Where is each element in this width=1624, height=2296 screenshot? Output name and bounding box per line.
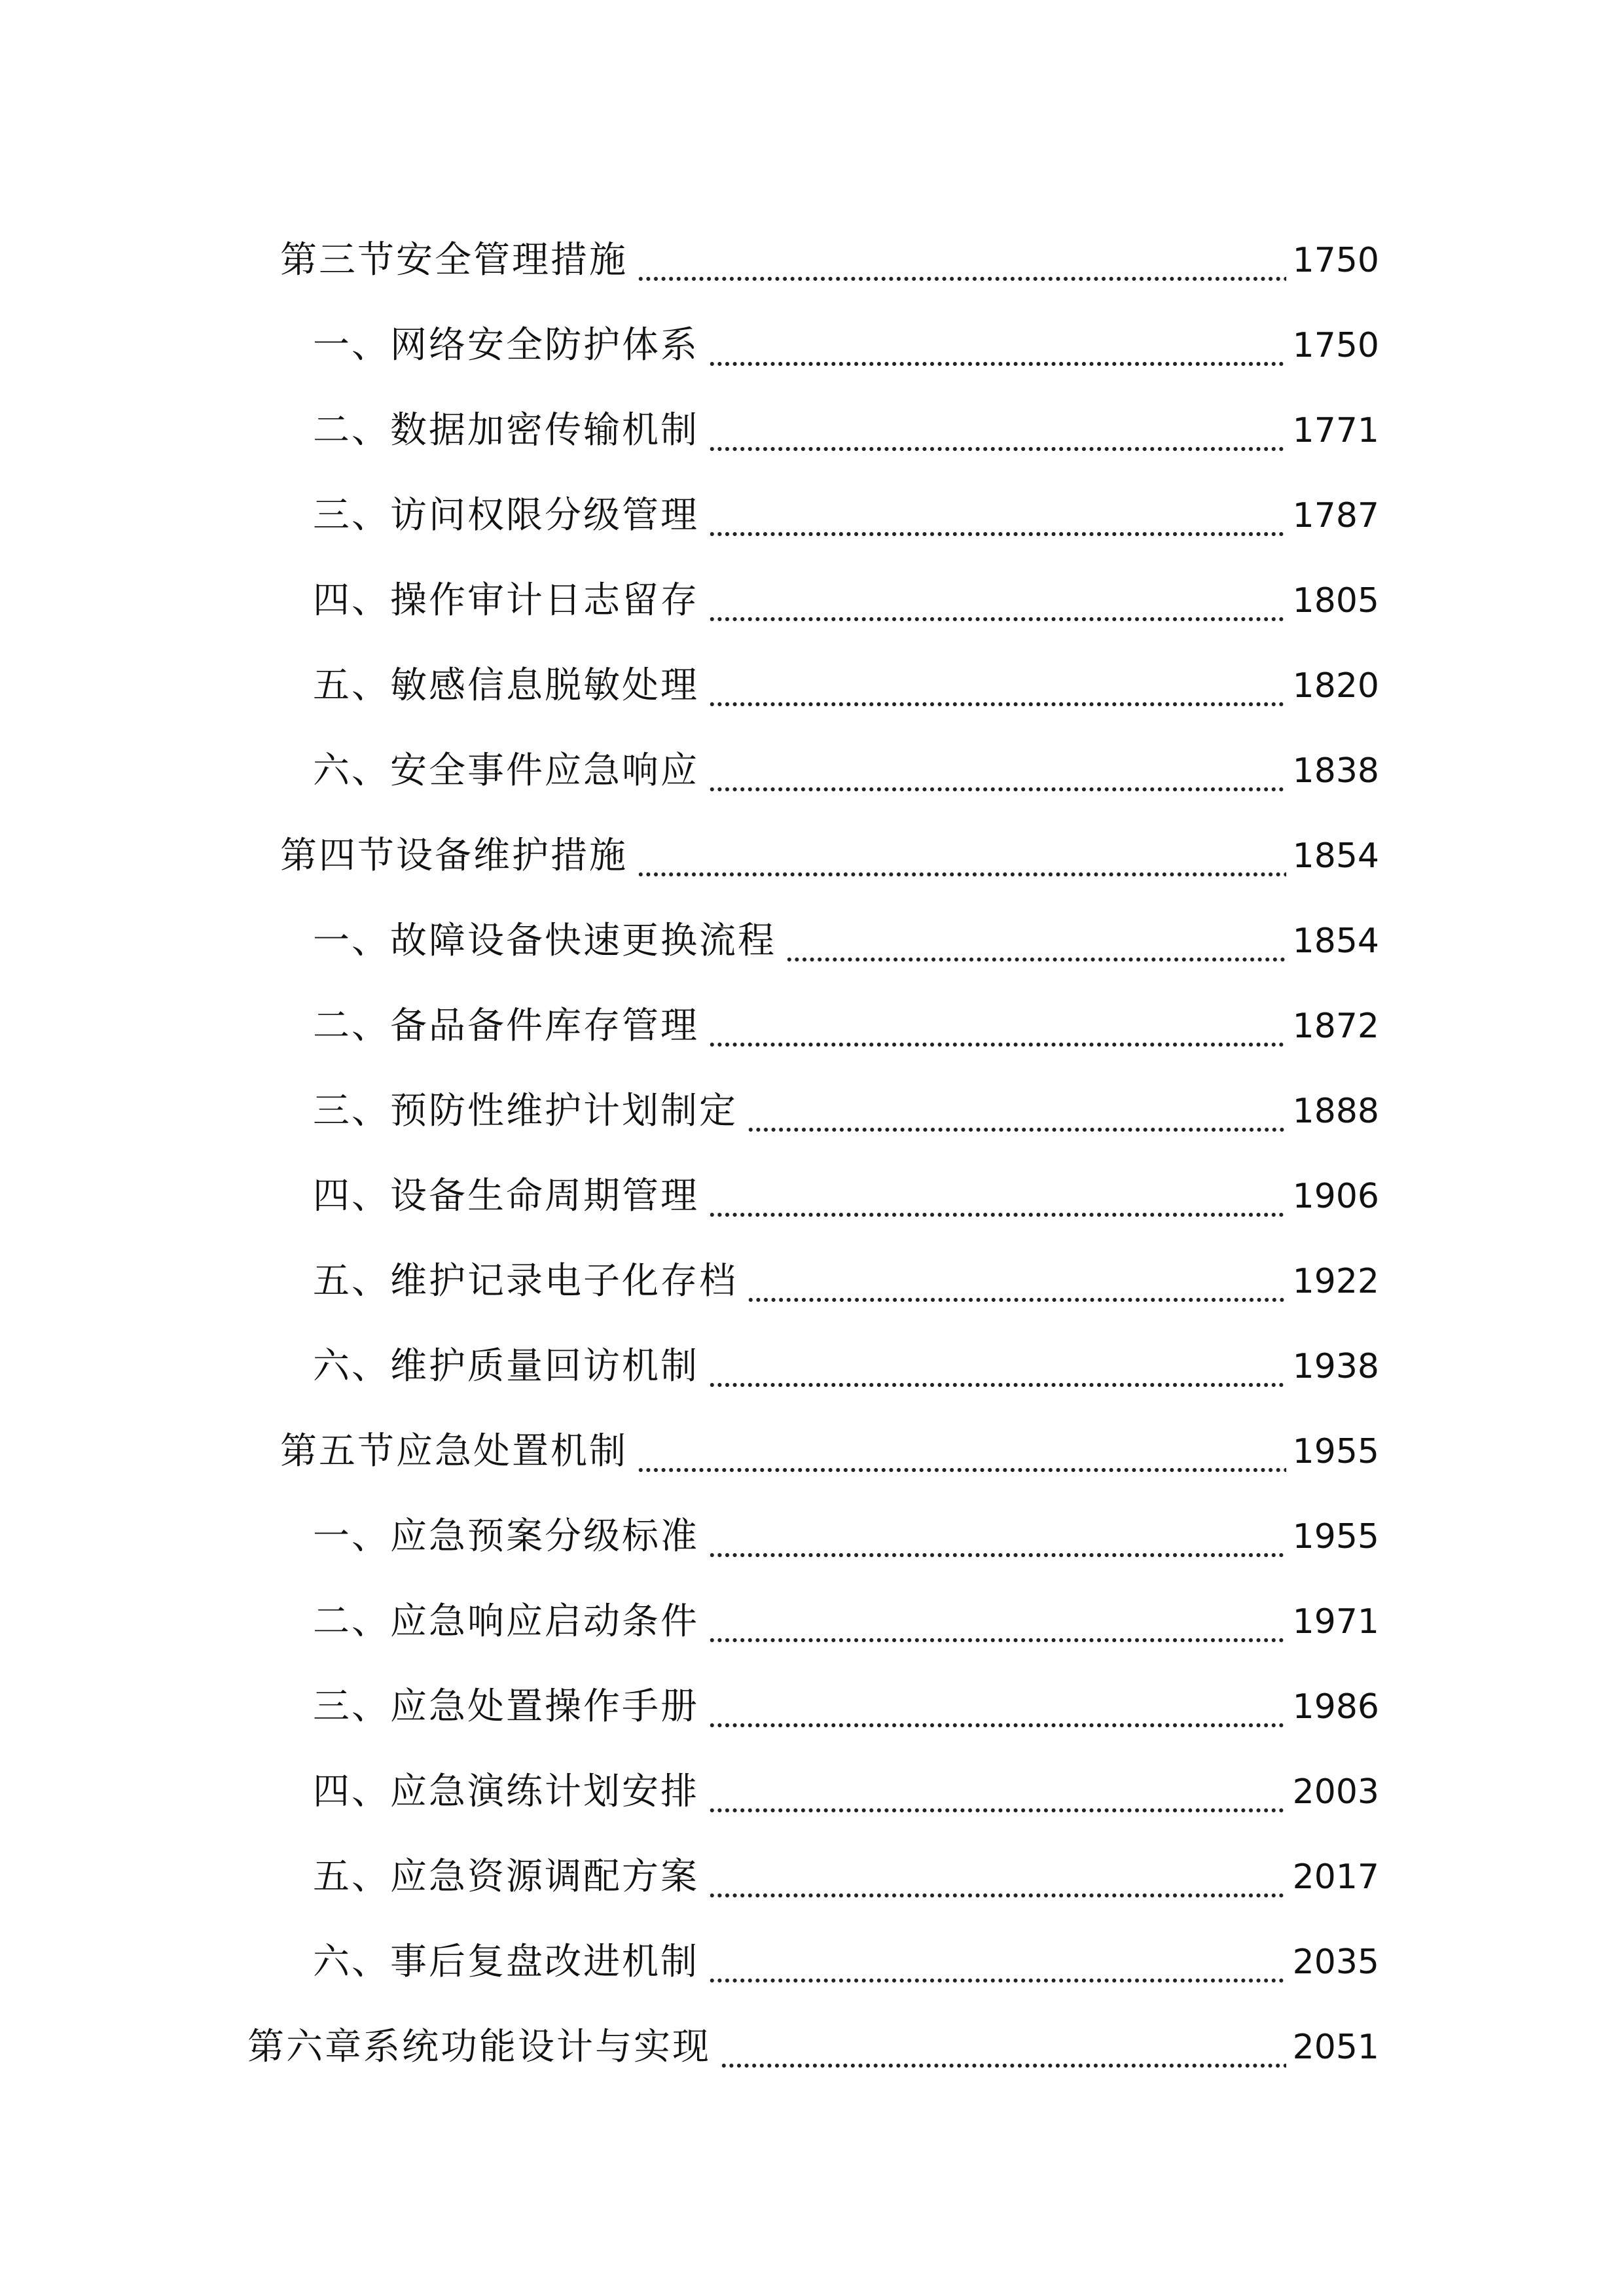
toc-entry-title: 六、事后复盘改进机制 [313, 1941, 699, 1983]
dot-leader [708, 1352, 1286, 1389]
toc-entry-page-number: 1971 [1292, 1602, 1379, 1641]
toc-entry-page-number: 1938 [1292, 1347, 1379, 1386]
toc-entry-title: 四、应急演练计划安排 [313, 1770, 699, 1813]
toc-entry-page-number: 1787 [1292, 496, 1379, 535]
dot-leader [708, 1012, 1286, 1049]
toc-entry[interactable] [0, 1920, 1624, 2005]
toc-entry[interactable] [0, 728, 1624, 814]
toc-entry-page-number: 2035 [1292, 1943, 1379, 1982]
toc-entry-section-3[interactable] [0, 218, 1624, 303]
dot-leader [708, 586, 1286, 623]
table-of-contents [0, 218, 1624, 2090]
toc-entry-title: 第六章系统功能设计与实现 [247, 2026, 711, 2068]
toc-entry-title: 五、维护记录电子化存档 [313, 1260, 738, 1302]
toc-entry-title: 第三节安全管理措施 [280, 239, 628, 281]
dot-leader [708, 331, 1286, 368]
toc-entry[interactable] [0, 1324, 1624, 1409]
toc-entry[interactable] [0, 1494, 1624, 1579]
dot-leader [708, 757, 1286, 793]
toc-entry[interactable] [0, 558, 1624, 643]
dot-leader [785, 927, 1286, 963]
dot-leader [708, 672, 1286, 708]
toc-entry-title: 一、故障设备快速更换流程 [313, 920, 776, 962]
dot-leader [708, 501, 1286, 538]
toc-entry-title: 六、维护质量回访机制 [313, 1345, 699, 1388]
toc-entry-title: 第四节设备维护措施 [280, 834, 628, 877]
toc-entry-page-number: 1805 [1292, 581, 1379, 620]
toc-entry-title: 二、数据加密传输机制 [313, 409, 699, 452]
toc-entry-title: 三、访问权限分级管理 [313, 494, 699, 537]
toc-entry-page-number: 1820 [1292, 666, 1379, 706]
toc-entry[interactable] [0, 1749, 1624, 1835]
toc-entry-title: 一、网络安全防护体系 [313, 324, 699, 367]
toc-entry-page-number: 1955 [1292, 1432, 1379, 1471]
toc-entry-section-5[interactable] [0, 1409, 1624, 1494]
toc-entry-title: 第五节应急处置机制 [280, 1430, 628, 1473]
dot-leader [708, 1607, 1286, 1644]
dot-leader [708, 1948, 1286, 1984]
toc-entry-title: 六、安全事件应急响应 [313, 749, 699, 792]
toc-entry-page-number: 2051 [1292, 2028, 1379, 2067]
toc-entry-section-4[interactable] [0, 814, 1624, 899]
toc-entry-title: 四、设备生命周期管理 [313, 1175, 699, 1217]
toc-entry[interactable] [0, 473, 1624, 558]
toc-entry[interactable] [0, 984, 1624, 1069]
dot-leader [637, 1437, 1286, 1474]
toc-entry-page-number: 1854 [1292, 922, 1379, 961]
toc-entry[interactable] [0, 643, 1624, 728]
dot-leader [708, 416, 1286, 453]
toc-entry[interactable] [0, 1154, 1624, 1239]
dot-leader [708, 1693, 1286, 1729]
dot-leader [720, 2033, 1286, 2070]
toc-entry-page-number: 2003 [1292, 1772, 1379, 1812]
toc-entry[interactable] [0, 899, 1624, 984]
toc-entry-page-number: 1922 [1292, 1262, 1379, 1301]
dot-leader [637, 842, 1286, 878]
toc-entry-title: 二、应急响应启动条件 [313, 1600, 699, 1643]
toc-entry-page-number: 1906 [1292, 1177, 1379, 1216]
toc-entry[interactable] [0, 388, 1624, 473]
dot-leader [747, 1097, 1286, 1134]
toc-entry[interactable] [0, 1069, 1624, 1154]
toc-entry-page-number: 2017 [1292, 1857, 1379, 1897]
toc-entry-chapter-6[interactable] [0, 2005, 1624, 2090]
toc-entry[interactable] [0, 1835, 1624, 1920]
toc-entry-page-number: 1750 [1292, 326, 1379, 365]
dot-leader [708, 1182, 1286, 1219]
dot-leader [708, 1863, 1286, 1899]
toc-entry-title: 一、应急预案分级标准 [313, 1515, 699, 1558]
toc-entry-page-number: 1854 [1292, 836, 1379, 876]
toc-entry[interactable] [0, 1579, 1624, 1664]
toc-entry-page-number: 1771 [1292, 411, 1379, 450]
toc-entry-title: 三、应急处置操作手册 [313, 1685, 699, 1728]
toc-entry-page-number: 1750 [1292, 241, 1379, 280]
toc-entry-title: 二、备品备件库存管理 [313, 1005, 699, 1047]
toc-entry[interactable] [0, 1664, 1624, 1749]
dot-leader [637, 246, 1286, 283]
toc-entry-page-number: 1872 [1292, 1007, 1379, 1046]
toc-entry-title: 五、敏感信息脱敏处理 [313, 664, 699, 707]
toc-entry-page-number: 1838 [1292, 751, 1379, 791]
toc-entry-title: 五、应急资源调配方案 [313, 1856, 699, 1898]
dot-leader [747, 1267, 1286, 1304]
toc-entry-page-number: 1888 [1292, 1092, 1379, 1131]
toc-entry-title: 三、预防性维护计划制定 [313, 1090, 738, 1132]
dot-leader [708, 1778, 1286, 1814]
toc-entry[interactable] [0, 303, 1624, 388]
toc-entry-page-number: 1986 [1292, 1687, 1379, 1727]
toc-entry-page-number: 1955 [1292, 1517, 1379, 1556]
toc-entry-title: 四、操作审计日志留存 [313, 579, 699, 622]
toc-entry[interactable] [0, 1239, 1624, 1324]
dot-leader [708, 1522, 1286, 1559]
